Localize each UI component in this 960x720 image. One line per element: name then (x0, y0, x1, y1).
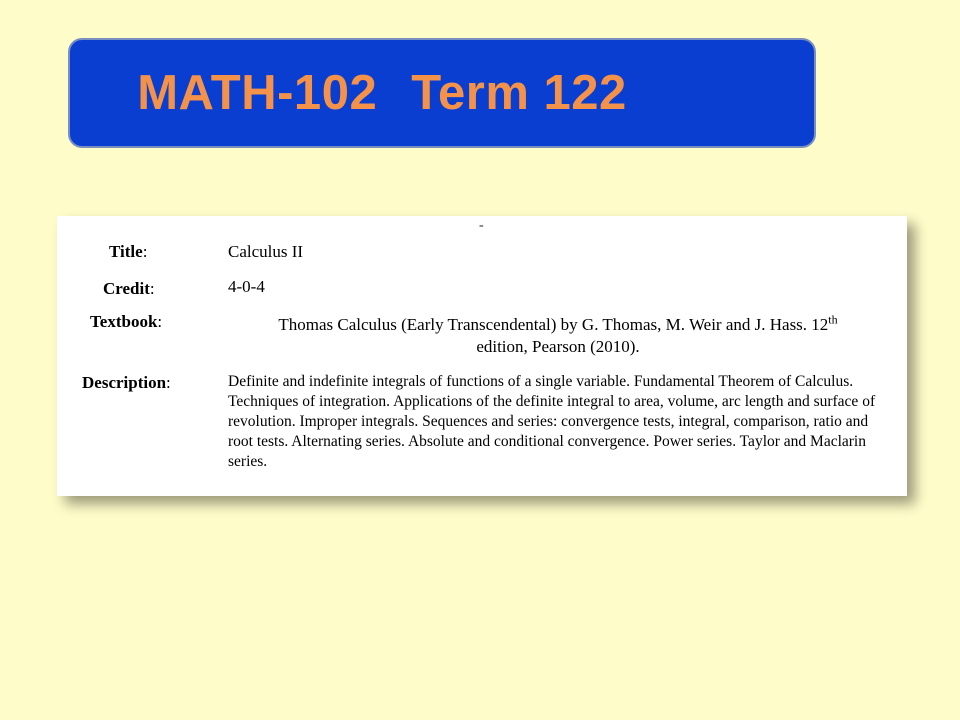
textbook-label-text: Textbook (90, 312, 158, 331)
textbook-value-rest: edition, Pearson (2010). (476, 337, 640, 356)
textbook-value-main: Thomas Calculus (Early Transcendental) by G. Thomas, M. Weir and J. Hass. 12 (278, 315, 829, 334)
credit-label-colon: : (149, 279, 155, 298)
title-label-text: Title (109, 242, 143, 261)
title-banner (68, 38, 816, 148)
credit-label (103, 279, 155, 299)
course-code: MATH-102 (137, 66, 378, 120)
description-value: Definite and indefinite integrals of functions of a single variable. Fundamental Theorem of Calculus. Techniques of integration. Applications of the definite integral to area, volume, arc length and surface of revolution. Improper integrals. Sequences and series: convergence tests, integral, comparison, ratio and root tests. Alternating series. Absolute and conditional convergence. Power series. Taylor and Maclarin series. (228, 373, 876, 470)
description-label-colon: : (166, 373, 171, 392)
term-label: Term 122 (411, 66, 627, 120)
textbook-label-colon: : (157, 312, 163, 331)
textbook-value (225, 314, 891, 358)
card-marker: - (479, 218, 484, 233)
description-label-text: Description (82, 373, 167, 392)
title-value: Calculus II (228, 242, 304, 261)
textbook-label (90, 312, 162, 332)
credit-value: 4-0-4 (228, 277, 265, 296)
textbook-value-ordinal: th (828, 312, 838, 327)
course-info-card (57, 216, 907, 496)
title-label-colon: : (142, 242, 148, 261)
title-label (109, 242, 147, 262)
credit-label-text: Credit (103, 279, 150, 298)
description-label (82, 373, 171, 393)
banner-heading (137, 65, 627, 121)
